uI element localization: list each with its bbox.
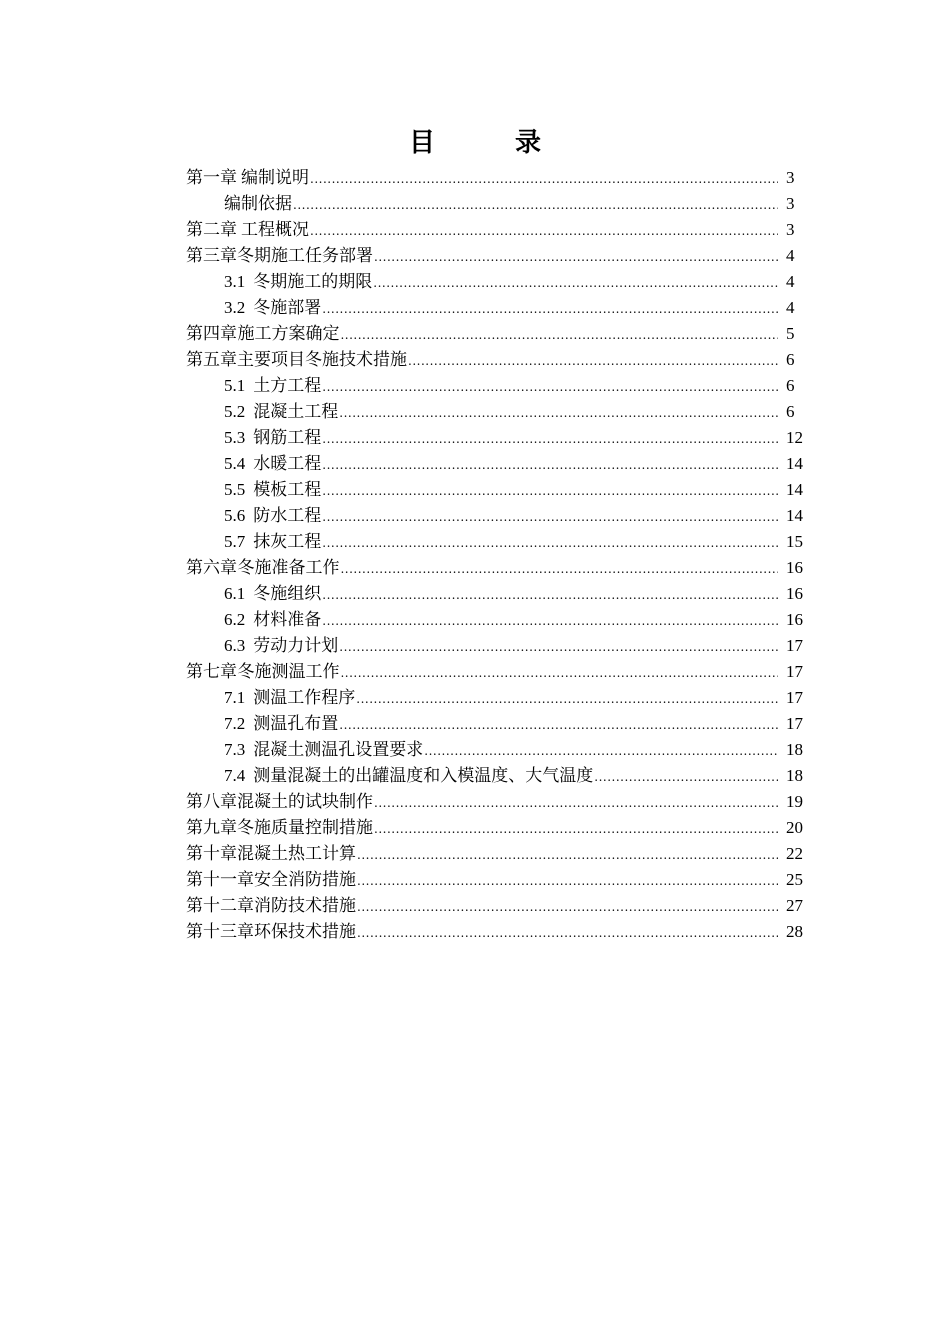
toc-entry-lead (186, 893, 778, 920)
toc-chapter-label: 第九章 (186, 818, 237, 838)
toc-entry-title: 材料准备 (253, 610, 322, 630)
toc-chapter-label: 第一章 (186, 168, 237, 188)
toc-page-number: 16 (786, 558, 803, 577)
toc-entry-lead (186, 867, 778, 894)
toc-section-number: 5.7 (224, 532, 246, 551)
toc-entry-lead (186, 217, 778, 244)
toc-dot-leader (424, 738, 778, 764)
toc-entry-title: 冬施质量控制措施 (237, 818, 373, 838)
toc-dot-leader (322, 582, 778, 608)
toc-section-entry[interactable] (186, 451, 818, 477)
toc-section-entry[interactable] (186, 763, 818, 789)
toc-section-number: 6.2 (224, 610, 246, 629)
toc-entry-lead (224, 529, 778, 556)
toc-dot-leader (374, 816, 778, 842)
toc-entry-title: 混凝土测温孔设置要求 (253, 740, 424, 760)
toc-page-number: 6 (786, 402, 795, 421)
toc-chapter-label: 第三章 (186, 246, 237, 266)
toc-entry-lead (186, 321, 778, 348)
toc-chapter-entry[interactable] (186, 321, 818, 347)
toc-page-number: 5 (786, 324, 795, 343)
toc-chapter-entry[interactable] (186, 555, 818, 581)
toc-dot-leader (310, 218, 778, 244)
toc-section-entry[interactable] (186, 373, 818, 399)
toc-entry-lead (186, 919, 778, 946)
toc-chapter-entry[interactable] (186, 347, 818, 373)
toc-chapter-entry[interactable] (186, 165, 818, 191)
toc-chapter-entry[interactable] (186, 789, 818, 815)
toc-entry-lead (224, 763, 778, 790)
toc-dot-leader (357, 920, 778, 946)
toc-chapter-entry[interactable] (186, 841, 818, 867)
toc-chapter-label: 第五章 (186, 350, 237, 370)
toc-entry-title: 模板工程 (253, 480, 322, 500)
toc-entry-title: 混凝土的试块制作 (237, 792, 373, 812)
toc-section-entry[interactable] (186, 581, 818, 607)
toc-section-number: 5.5 (224, 480, 246, 499)
toc-page-number: 17 (786, 636, 803, 655)
toc-dot-leader (357, 842, 778, 868)
toc-page-number: 16 (786, 610, 803, 629)
toc-entry-lead (186, 659, 778, 686)
toc-entry-lead (224, 373, 778, 400)
toc-entry-title: 消防技术措施 (254, 896, 356, 916)
toc-page-number: 18 (786, 740, 803, 759)
toc-dot-leader (408, 348, 778, 374)
toc-dot-leader (340, 322, 778, 348)
toc-entry-title: 土方工程 (253, 376, 322, 396)
toc-dot-leader (322, 504, 778, 530)
toc-entry-lead (224, 191, 778, 218)
toc-entry-lead (186, 243, 778, 270)
toc-entry-lead (224, 399, 778, 426)
toc-chapter-entry[interactable] (186, 867, 818, 893)
toc-section-number: 7.3 (224, 740, 246, 759)
toc-page-number: 4 (786, 246, 795, 265)
toc-entry-lead (224, 477, 778, 504)
toc-chapter-entry[interactable] (186, 919, 818, 945)
toc-dot-leader (322, 478, 778, 504)
toc-entry-lead (186, 347, 778, 374)
toc-section-entry[interactable] (186, 399, 818, 425)
toc-section-number: 6.3 (224, 636, 246, 655)
toc-entry-title: 冬施准备工作 (237, 558, 340, 578)
toc-dot-leader (322, 530, 778, 556)
toc-entry-lead (186, 165, 778, 192)
toc-entry-title: 混凝土工程 (253, 402, 339, 422)
toc-page-number: 17 (786, 714, 803, 733)
toc-entry-title: 水暖工程 (253, 454, 322, 474)
toc-entry-lead (186, 789, 778, 816)
toc-dot-leader (322, 452, 778, 478)
toc-dot-leader (322, 426, 778, 452)
toc-page-number: 17 (786, 662, 803, 681)
toc-dot-leader (340, 660, 778, 686)
toc-dot-leader (374, 244, 778, 270)
toc-section-entry[interactable] (186, 503, 818, 529)
toc-entry-lead (224, 737, 778, 764)
table-of-contents (186, 165, 818, 945)
toc-section-entry[interactable] (186, 191, 818, 217)
toc-entry-title: 施工方案确定 (237, 324, 340, 344)
toc-chapter-label: 第十二章 (186, 896, 254, 916)
toc-entry-lead (224, 503, 778, 530)
toc-entry-title: 工程概况 (241, 220, 310, 240)
toc-entry-title: 测量混凝土的出罐温度和入模温度、大气温度 (253, 766, 594, 786)
toc-dot-leader (339, 712, 778, 738)
toc-page-number: 17 (786, 688, 803, 707)
toc-page-number: 15 (786, 532, 803, 551)
toc-chapter-label: 第十章 (186, 844, 237, 864)
toc-dot-leader (374, 790, 778, 816)
toc-entry-title: 抹灰工程 (253, 532, 322, 552)
toc-page-number: 6 (786, 350, 795, 369)
toc-entry-title: 冬施部署 (253, 298, 322, 318)
toc-section-entry[interactable] (186, 425, 818, 451)
toc-dot-leader (293, 192, 778, 218)
toc-page-number: 14 (786, 454, 803, 473)
toc-section-entry[interactable] (186, 711, 818, 737)
toc-dot-leader (357, 894, 778, 920)
toc-entry-title: 安全消防措施 (254, 870, 356, 890)
title-char-2: 录 (515, 128, 542, 158)
toc-section-entry[interactable] (186, 607, 818, 633)
toc-dot-leader (310, 166, 778, 192)
toc-dot-leader (322, 374, 778, 400)
toc-section-number: 5.2 (224, 402, 246, 421)
toc-page-number: 20 (786, 818, 803, 837)
toc-entry-title: 混凝土热工计算 (237, 844, 356, 864)
toc-section-entry[interactable] (186, 295, 818, 321)
toc-entry-lead (186, 815, 778, 842)
toc-section-number: 6.1 (224, 584, 246, 603)
toc-page-number: 12 (786, 428, 803, 447)
toc-entry-title: 冬期施工的期限 (253, 272, 373, 292)
toc-chapter-entry[interactable] (186, 659, 818, 685)
toc-dot-leader (340, 556, 778, 582)
toc-entry-title: 主要项目冬施技术措施 (237, 350, 407, 370)
toc-chapter-label: 第四章 (186, 324, 237, 344)
toc-section-entry[interactable] (186, 477, 818, 503)
toc-entry-lead (224, 295, 778, 322)
toc-dot-leader (322, 608, 778, 634)
toc-section-number: 7.2 (224, 714, 246, 733)
toc-chapter-entry[interactable] (186, 893, 818, 919)
toc-entry-lead (224, 425, 778, 452)
toc-page-number: 4 (786, 272, 795, 291)
toc-chapter-label: 第八章 (186, 792, 237, 812)
toc-entry-title: 测温孔布置 (253, 714, 339, 734)
toc-entry-title: 编制说明 (241, 168, 310, 188)
toc-page-number: 28 (786, 922, 803, 941)
toc-chapter-label: 第十一章 (186, 870, 254, 890)
toc-entry-title: 冬期施工任务部署 (237, 246, 373, 266)
toc-section-number: 3.1 (224, 272, 246, 291)
toc-entry-title: 编制依据 (224, 194, 292, 214)
toc-entry-lead (224, 451, 778, 478)
toc-dot-leader (357, 868, 778, 894)
toc-section-entry[interactable] (186, 633, 818, 659)
toc-section-number: 5.3 (224, 428, 246, 447)
toc-chapter-label: 第六章 (186, 558, 237, 578)
toc-entry-title: 冬施测温工作 (237, 662, 340, 682)
toc-section-number: 3.2 (224, 298, 246, 317)
toc-page-number: 22 (786, 844, 803, 863)
toc-section-entry[interactable] (186, 529, 818, 555)
toc-chapter-entry[interactable] (186, 243, 818, 269)
toc-section-number: 5.4 (224, 454, 246, 473)
toc-page-number: 14 (786, 506, 803, 525)
toc-dot-leader (356, 686, 778, 712)
toc-section-number: 5.6 (224, 506, 246, 525)
toc-page-number: 18 (786, 766, 803, 785)
toc-page-number: 25 (786, 870, 803, 889)
toc-section-number: 7.4 (224, 766, 246, 785)
toc-section-number: 7.1 (224, 688, 246, 707)
toc-dot-leader (373, 270, 778, 296)
toc-dot-leader (339, 400, 778, 426)
toc-section-entry[interactable] (186, 737, 818, 763)
page-title (0, 122, 950, 159)
toc-entry-lead (224, 711, 778, 738)
toc-entry-title: 冬施组织 (253, 584, 322, 604)
toc-entry-lead (224, 269, 778, 296)
toc-section-number: 5.1 (224, 376, 246, 395)
toc-page-number: 3 (786, 220, 795, 239)
toc-chapter-label: 第七章 (186, 662, 237, 682)
toc-page-number: 4 (786, 298, 795, 317)
toc-entry-lead (186, 555, 778, 582)
toc-page-number: 27 (786, 896, 803, 915)
toc-entry-lead (224, 633, 778, 660)
toc-page-number: 3 (786, 168, 795, 187)
title-char-1: 目 (408, 128, 435, 158)
toc-section-entry[interactable] (186, 269, 818, 295)
toc-entry-title: 钢筋工程 (253, 428, 322, 448)
toc-chapter-entry[interactable] (186, 217, 818, 243)
toc-entry-lead (224, 581, 778, 608)
toc-entry-lead (224, 607, 778, 634)
toc-dot-leader (339, 634, 778, 660)
toc-dot-leader (322, 296, 778, 322)
toc-entry-title: 劳动力计划 (253, 636, 339, 656)
toc-chapter-label: 第二章 (186, 220, 237, 240)
toc-page-number: 6 (786, 376, 795, 395)
toc-dot-leader (594, 764, 778, 790)
toc-entry-title: 防水工程 (253, 506, 322, 526)
toc-entry-title: 测温工作程序 (253, 688, 356, 708)
toc-page-number: 14 (786, 480, 803, 499)
toc-section-entry[interactable] (186, 685, 818, 711)
toc-chapter-entry[interactable] (186, 815, 818, 841)
toc-page-number: 19 (786, 792, 803, 811)
toc-chapter-label: 第十三章 (186, 922, 254, 942)
toc-page-number: 3 (786, 194, 795, 213)
toc-entry-title: 环保技术措施 (254, 922, 356, 942)
toc-page-number: 16 (786, 584, 803, 603)
toc-entry-lead (186, 841, 778, 868)
toc-entry-lead (224, 685, 778, 712)
